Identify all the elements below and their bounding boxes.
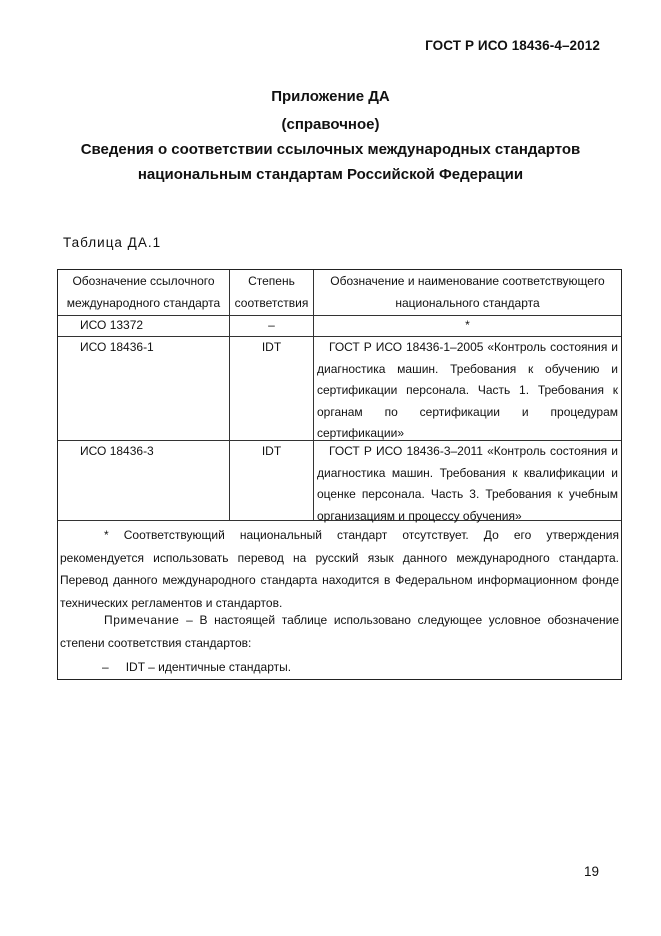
document-code: ГОСТ Р ИСО 18436-4–2012 [425,38,600,53]
legend-dash: – [102,660,109,674]
annex-heading: Приложение ДА [271,88,390,105]
correspondence-table [57,269,622,680]
row-3-degree: IDT [261,444,282,458]
annex-title-line-2: национальным стандартам Российской Федерации [137,166,524,183]
header-designation-line-2: международного стандарта [66,295,221,310]
row-2-designation: ИСО 18436-1 [80,340,154,354]
annex-status: (справочное) [281,116,380,133]
note-label: Примечание [104,613,180,627]
page-number: 19 [583,864,599,879]
row-2-degree: IDT [261,340,282,354]
header-national-line-1: Обозначение и наименование соответствующего [330,274,605,288]
row-1-degree: – [268,318,275,332]
row-2-national: ГОСТ Р ИСО 18436-1–2005 «Контроль состояния и диагностика машин. Требования к обучению и сертификации персонала. Часть 1. Требования к органам по сертификации и процедурам сертификации» [317,340,618,440]
table-footnote: * Соответствующий национальный стандарт отсутствует. До его утверждения рекомендуется использовать перевод на русский язык данного международного стандарта. Перевод данного международного стандарта находится в Федеральном информационном фонде технических регламентов и стандартов. [60,528,619,610]
row-1-designation: ИСО 13372 [80,318,144,332]
header-designation [58,271,229,314]
legend-text: IDT – идентичные стандарты. [125,660,292,674]
legend-entry [102,656,602,679]
row-3-designation: ИСО 18436-3 [80,444,154,458]
header-degree [230,271,313,314]
row-1-national: * [465,318,470,332]
header-national-line-2: национального стандарта [395,295,540,310]
header-degree-line-1: Степень [248,274,295,288]
row-3-national: ГОСТ Р ИСО 18436-3–2011 «Контроль состояния и диагностика машин. Требования к квалификации и оценке персонала. Часть 3. Требования к учебным организациям и процессу обучения» [317,444,618,523]
header-degree-line-2: соответствия [234,295,309,310]
header-national [314,271,621,314]
table-note [60,609,619,654]
header-designation-line-1: Обозначение ссылочного [72,274,215,288]
note-text: – В настоящей таблице использовано следующее условное обозначение степени соответствия стандартов: [60,613,619,650]
annex-title-line-1: Сведения о соответствии ссылочных международных стандартов [80,141,581,158]
table-caption: Таблица ДА.1 [63,235,162,250]
